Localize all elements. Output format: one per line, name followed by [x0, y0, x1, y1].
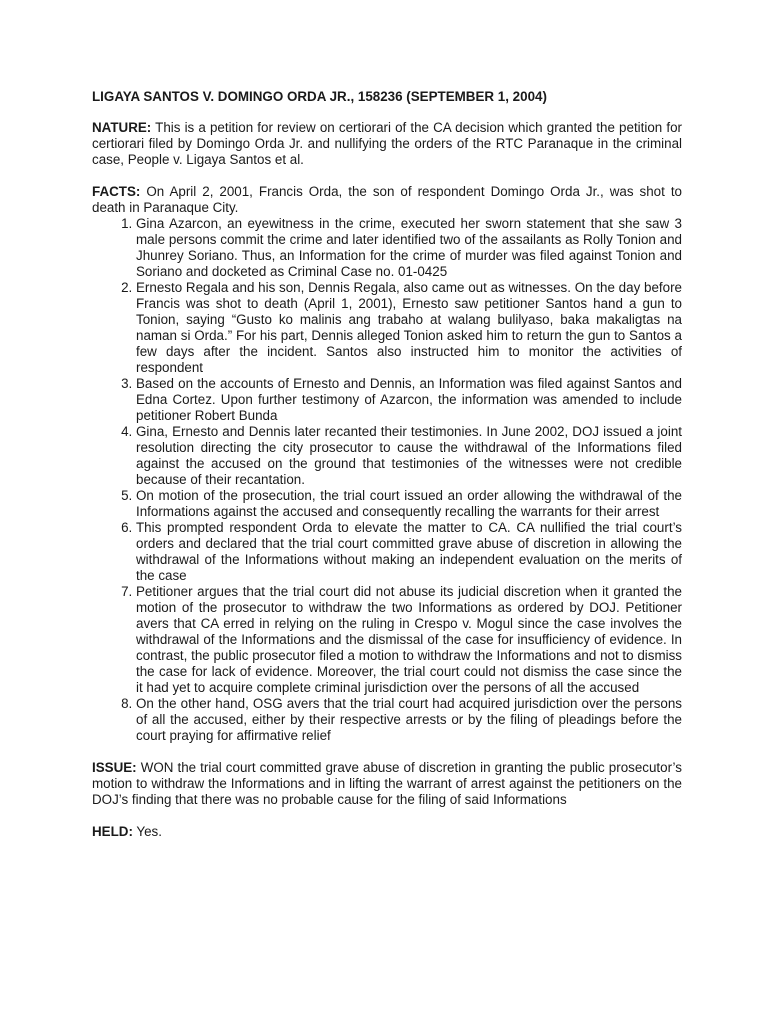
document-page [92, 89, 682, 856]
facts-intro [92, 184, 682, 216]
nature-label: NATURE: [92, 120, 152, 135]
facts-item-7: 7. Petitioner argues that the trial court did not abuse its judicial discretion when it granted the motion of the prosecutor to withdraw the two Informations as ordered by DOJ. Petitioner avers that CA erred in relying on the ruling in Crespo v. Mogul since the case involves the withdrawal of the Informations and the dismissal of the case for insufficiency of evidence. In contrast, the public prosecutor filed a motion to withdraw the Informations and not to dismiss the case for lack of evidence. Moreover, the trial court could not dismiss the case since the it had yet to acquire complete criminal jurisdiction over the persons of all the accused [136, 584, 682, 696]
nature-text: This is a petition for review on certiorari of the CA decision which granted the petition for certiorari filed by Domingo Orda Jr. and nullifying the orders of the RTC Paranaque in the criminal case, People v. Ligaya Santos et al. [92, 120, 682, 167]
held-label: HELD: [92, 824, 133, 839]
held-section [92, 824, 682, 840]
facts-item-6: 6. This prompted respondent Orda to elevate the matter to CA. CA nullified the trial court’s orders and declared that the trial court committed grave abuse of discretion in allowing the withdrawal of the Informations without making an independent evaluation on the merits of the case [136, 520, 682, 584]
facts-item-1: 1. Gina Azarcon, an eyewitness in the crime, executed her sworn statement that she saw 3 male persons commit the crime and later identified two of the assailants as Rolly Tonion and Jhunrey Soriano. Thus, an Information for the crime of murder was filed against Tonion and Soriano and docketed as Criminal Case no. 01-0425 [136, 216, 682, 280]
issue-section [92, 760, 682, 808]
facts-item-3: 3. Based on the accounts of Ernesto and Dennis, an Information was filed against Santos and Edna Cortez. Upon further testimony of Azarcon, the information was amended to include petitioner Robert Bunda [136, 376, 682, 424]
facts-item-4: 4. Gina, Ernesto and Dennis later recanted their testimonies. In June 2002, DOJ issued a joint resolution directing the city prosecutor to cause the withdrawal of the Informations filed against the accused on the ground that testimonies of the witnesses were not credible because of their recantation. [136, 424, 682, 488]
nature-section [92, 120, 682, 168]
issue-text: WON the trial court committed grave abuse of discretion in granting the public prosecutor’s motion to withdraw the Informations and in lifting the warrant of arrest against the petitioners on the DOJ’s finding that there was no probable cause for the filing of said Informations [92, 760, 682, 807]
facts-item-2: 2. Ernesto Regala and his son, Dennis Regala, also came out as witnesses. On the day before Francis was shot to death (April 1, 2001), Ernesto saw petitioner Santos hand a gun to Tonion, saying “Gusto ko malinis ang trabaho at walang bulilyaso, baka makaligtas na naman si Orda.” For his part, Dennis alleged Tonion asked him to return the gun to Santos a few days after the incident. Santos also instructed him to monitor the activities of respondent [136, 280, 682, 376]
facts-label: FACTS: [92, 184, 141, 199]
held-text: Yes. [136, 824, 162, 839]
facts-list [92, 216, 682, 744]
case-title: LIGAYA SANTOS V. DOMINGO ORDA JR., 158236 (SEPTEMBER 1, 2004) [92, 89, 547, 104]
facts-item-8: 8. On the other hand, OSG avers that the trial court had acquired jurisdiction over the persons of all the accused, either by their respective arrests or by the filing of pleadings before the court praying for affirmative relief [136, 696, 682, 744]
facts-item-5: 5. On motion of the prosecution, the trial court issued an order allowing the withdrawal of the Informations against the accused and consequently recalling the warrants for their arrest [136, 488, 682, 520]
facts-intro-text: On April 2, 2001, Francis Orda, the son of respondent Domingo Orda Jr., was shot to death in Paranaque City. [92, 184, 682, 215]
issue-label: ISSUE: [92, 760, 137, 775]
